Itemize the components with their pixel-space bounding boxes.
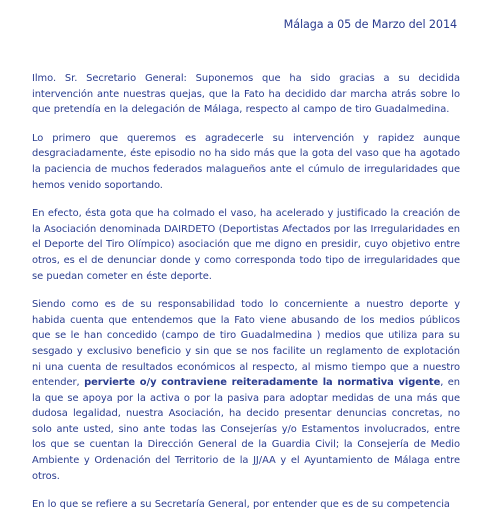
paragraph-denuncias-part2: , en la que se apoya por la activa o por la pasiva para adoptar medidas de una más que dudosa legalidad, nuestra Asociación, ha decido presentar denuncias concretas, no solo ante usted, sino ante todas las Consejerías y/o Estamentos involucrados, entre los que se cuentan la Dirección General de la Guardia Civil; la Consejería de Medio Ambiente y Ordenación del Territorio de la JJ/AA y el Ayuntamiento de Málaga entre otros. xyxy=(32,377,460,482)
paragraph-gratitude: Lo primero que queremos es agradecerle su intervención y rapidez aunque desgraciadamente, éste episodio no ha sido más que la gota del vaso que ha agotado la paciencia de muchos federados malagueños ante el cúmulo de irregularidades que hemos venido soportando. xyxy=(32,132,460,191)
date-line: Málaga a 05 de Marzo del 2014 xyxy=(283,18,457,31)
paragraph-association: En efecto, ésta gota que ha colmado el vaso, ha acelerado y justificado la creación de la Asociación denominada DAIRDETO (Deportistas Afectados por las Irregularidades en el Deporte del Tiro Olímpico) asociación que me digno en presidir, cuyo objetivo entre otros, es el de denunciar donde y como corresponda todo tipo de irregularidades que se puedan cometer en éste deporte. xyxy=(32,208,460,282)
paragraph-denuncias-bold: pervierte o/y contraviene reiteradamente la normativa vigente xyxy=(84,377,441,389)
paragraph-salutation: Ilmo. Sr. Secretario General: Suponemos que ha sido gracias a su decidida intervención ante nuestras quejas, que la Fato ha decidido dar marcha atrás sobre lo que pretendía en la delegación de Málaga, respecto al campo de tiro Guadalmedina. xyxy=(32,73,460,116)
letter-body xyxy=(32,71,460,513)
paragraph-secretaria: En lo que se refiere a su Secretaría General, por entender que es de su competencia xyxy=(32,499,450,511)
paragraph-denuncias xyxy=(32,297,460,484)
paragraph-denuncias-part1: Siendo como es de su responsabilidad todo lo concerniente a nuestro deporte y habida cuenta que entendemos que la Fato viene abusando de los medios públicos que se le han concedido (campo de tiro Guadalmedina ) medios que utiliza para su sesgado y exclusivo beneficio y sin que se nos facilite un reglamento de explotación ni una cuenta de resultados económicos al respecto, al mismo tiempo que a nuestro entender, xyxy=(32,299,460,389)
